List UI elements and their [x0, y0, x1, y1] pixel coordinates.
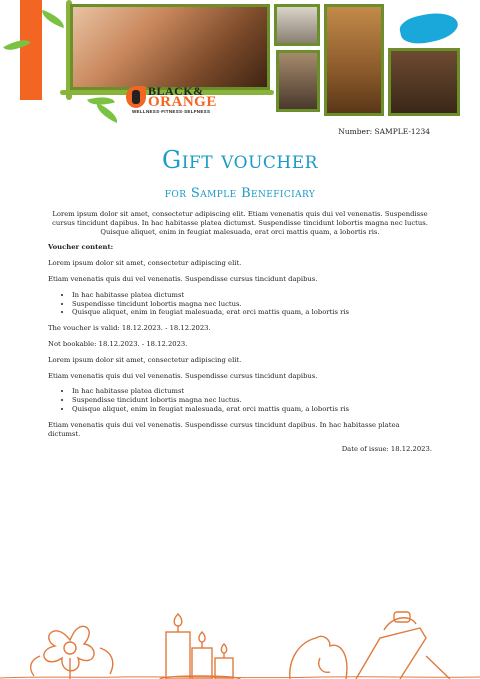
- list-item: • Suspendisse tincidunt lobortis magna nec luctus.: [72, 396, 432, 405]
- bamboo-leaf-icon: [93, 103, 121, 123]
- voucher-title: Gift voucher: [162, 146, 318, 174]
- map-shape-icon: [398, 8, 461, 47]
- voucher-number: Number: SAMPLE-1234: [338, 127, 430, 136]
- logo-name-top: BLACK&: [148, 84, 204, 98]
- spa-stones-icon: [290, 612, 450, 679]
- header-banner: [0, 0, 480, 125]
- body-paragraph: Lorem ipsum dolor sit amet, consectetur adipiscing elit.: [48, 355, 242, 364]
- logo-name-bottom: ORANGE: [148, 94, 217, 110]
- list-item: • In hac habitasse platea dictumst: [72, 291, 432, 300]
- list-item: • Suspendisse tincidunt lobortis magna nec luctus.: [72, 300, 432, 309]
- list-item: • Quisque aliquet, enim in feugiat malesuada, erat orci mattis quam, a lobortis ris: [72, 405, 432, 414]
- brand-logo: [126, 84, 222, 118]
- flower-icon: [31, 626, 113, 679]
- validity-text: The voucher is valid: 18.12.2023. - 18.12.2023.: [48, 324, 211, 333]
- body-paragraph: Etiam venenatis quis dui vel venenatis. Suspendisse cursus tincidunt dapibus.: [48, 371, 318, 380]
- body-paragraph: Etiam venenatis quis dui vel venenatis. Suspendisse cursus tincidunt dapibus.: [48, 274, 318, 283]
- list-item: • In hac habitasse platea dictumst: [72, 387, 432, 396]
- logo-mark-icon: [126, 86, 146, 108]
- body-paragraph: Etiam venenatis quis dui vel venenatis. Suspendisse cursus tincidunt dapibus. In hac habitasse platea dictumst.: [48, 420, 400, 438]
- intro-paragraph: Lorem ipsum dolor sit amet, consectetur adipiscing elit. Etiam venenatis quis dui vel venenatis. Suspendisse cursus tincidunt dapibus. In hac habitasse platea dictumst. Suspendisse tincidunt lobortis magna nec luctus. Quisque aliquet, enim in feugiat malesuada, erat orci mattis quam, a lobortis ris.: [52, 210, 428, 236]
- content-list: [48, 291, 432, 317]
- content-label: Voucher content:: [48, 243, 114, 252]
- footer-illustration: [0, 598, 480, 679]
- gym-photo: [274, 4, 320, 46]
- voucher-subtitle: for Sample Beneficiary: [164, 186, 316, 201]
- lounge-photo: [388, 48, 460, 116]
- body-paragraph: Lorem ipsum dolor sit amet, consectetur adipiscing elit.: [48, 259, 242, 268]
- candles-icon: [160, 614, 240, 679]
- massage-photo: [70, 4, 270, 90]
- date-of-issue: Date of issue: 18.12.2023.: [341, 445, 432, 454]
- list-item: • Quisque aliquet, enim in feugiat malesuada, erat orci mattis quam, a lobortis ris: [72, 308, 432, 317]
- orange-accent-bar: [20, 0, 42, 100]
- sauna-photo: [324, 4, 384, 116]
- relax-photo: [276, 50, 320, 112]
- bamboo-leaf-icon: [39, 10, 67, 28]
- not-bookable-text: Not bookable: 18.12.2023. - 18.12.2023.: [48, 339, 188, 348]
- content-list: [48, 387, 432, 413]
- logo-tagline: WELLNESS·FITNESS·SELFNESS: [132, 109, 211, 114]
- voucher-body: [48, 210, 432, 461]
